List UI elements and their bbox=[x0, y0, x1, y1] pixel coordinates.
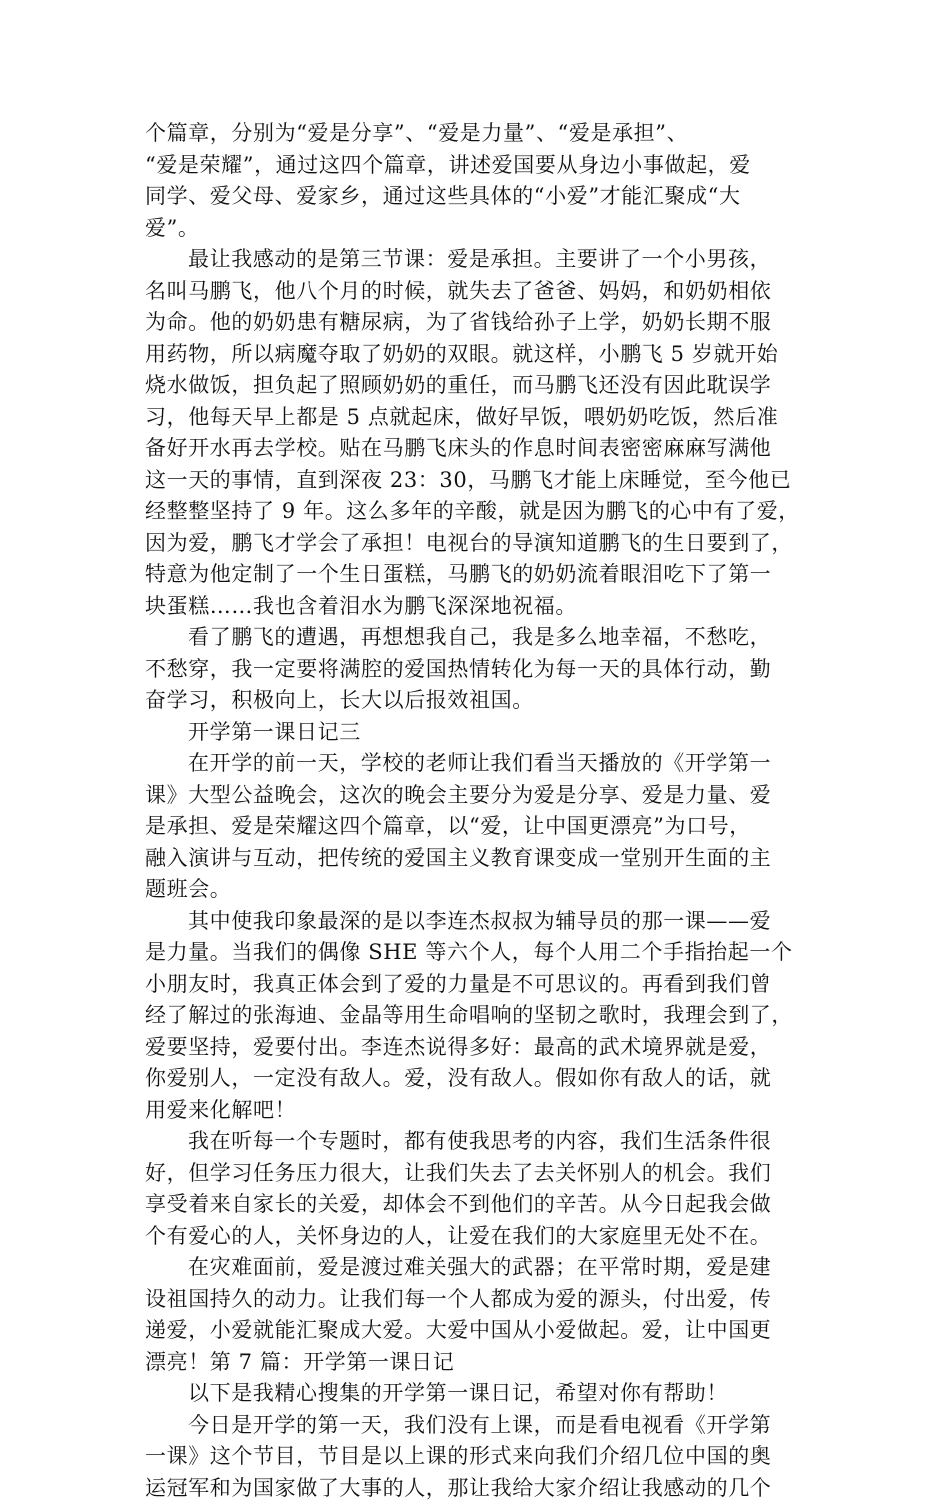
text-line: 课》大型公益晚会，这次的晚会主要分为爱是分享、爱是力量、爱 bbox=[145, 780, 813, 812]
text-line: 是力量。当我们的偶像 SHE 等六个人，每个人用二个手指抬起一个 bbox=[145, 937, 813, 969]
text-line: 我在听每一个专题时，都有使我思考的内容，我们生活条件很 bbox=[145, 1126, 813, 1158]
text-line: 特意为他定制了一个生日蛋糕，马鹏飞的奶奶流着眼泪吃下了第一 bbox=[145, 559, 813, 591]
text-line: 小朋友时，我真正体会到了爱的力量是不可思议的。再看到我们曾 bbox=[145, 969, 813, 1001]
text-line: 运冠军和为国家做了大事的人，那让我给大家介绍让我感动的几个 bbox=[145, 1473, 813, 1504]
text-line: 烧水做饭，担负起了照顾奶奶的重任，而马鹏飞还没有因此耽误学 bbox=[145, 370, 813, 402]
text-line: 今日是开学的第一天，我们没有上课，而是看电视看《开学第 bbox=[145, 1410, 813, 1442]
text-line: “爱是荣耀”，通过这四个篇章，讲述爱国要从身边小事做起，爱 bbox=[145, 150, 813, 182]
text-line: 块蛋糕……我也含着泪水为鹏飞深深地祝福。 bbox=[145, 591, 813, 623]
text-line: 漂亮！第 7 篇：开学第一课日记 bbox=[145, 1347, 813, 1379]
text-line: 开学第一课日记三 bbox=[145, 717, 813, 749]
text-line: 递爱，小爱就能汇聚成大爱。大爱中国从小爱做起。爱，让中国更 bbox=[145, 1315, 813, 1347]
text-line: 习，他每天早上都是 5 点就起床，做好早饭，喂奶奶吃饭，然后准 bbox=[145, 402, 813, 434]
text-line: 个有爱心的人，关怀身边的人，让爱在我们的大家庭里无处不在。 bbox=[145, 1221, 813, 1253]
text-line: 同学、爱父母、爱家乡，通过这些具体的“小爱”才能汇聚成“大 bbox=[145, 181, 813, 213]
text-line: 在灾难面前，爱是渡过难关强大的武器；在平常时期，爱是建 bbox=[145, 1252, 813, 1284]
text-line: 个篇章，分别为“爱是分享”、“爱是力量”、“爱是承担”、 bbox=[145, 118, 813, 150]
text-line: 融入演讲与互动，把传统的爱国主义教育课变成一堂别开生面的主 bbox=[145, 843, 813, 875]
text-line: 奋学习，积极向上，长大以后报效祖国。 bbox=[145, 685, 813, 717]
text-line: 题班会。 bbox=[145, 874, 813, 906]
text-line: 最让我感动的是第三节课：爱是承担。主要讲了一个小男孩， bbox=[145, 244, 813, 276]
text-line: 享受着来自家长的关爱，却体会不到他们的辛苦。从今日起我会做 bbox=[145, 1189, 813, 1221]
text-line: 为命。他的奶奶患有糖尿病，为了省钱给孙子上学，奶奶长期不服 bbox=[145, 307, 813, 339]
text-line: 因为爱，鹏飞才学会了承担！电视台的导演知道鹏飞的生日要到了， bbox=[145, 528, 813, 560]
text-line: 爱要坚持，爱要付出。李连杰说得多好：最高的武术境界就是爱， bbox=[145, 1032, 813, 1064]
text-line: 你爱别人，一定没有敌人。爱，没有敌人。假如你有敌人的话，就 bbox=[145, 1063, 813, 1095]
text-line: 好，但学习任务压力很大，让我们失去了去关怀别人的机会。我们 bbox=[145, 1158, 813, 1190]
text-line: 以下是我精心搜集的开学第一课日记，希望对你有帮助！ bbox=[145, 1378, 813, 1410]
text-line: 用爱来化解吧！ bbox=[145, 1095, 813, 1127]
text-line: 其中使我印象最深的是以李连杰叔叔为辅导员的那一课——爱 bbox=[145, 906, 813, 938]
text-line: 看了鹏飞的遭遇，再想想我自己，我是多么地幸福，不愁吃， bbox=[145, 622, 813, 654]
text-line: 经了解过的张海迪、金晶等用生命唱响的坚韧之歌时，我理会到了， bbox=[145, 1000, 813, 1032]
text-line: 备好开水再去学校。贴在马鹏飞床头的作息时间表密密麻麻写满他 bbox=[145, 433, 813, 465]
text-line: 名叫马鹏飞，他八个月的时候，就失去了爸爸、妈妈，和奶奶相依 bbox=[145, 276, 813, 308]
text-line: 不愁穿，我一定要将满腔的爱国热情转化为每一天的具体行动，勤 bbox=[145, 654, 813, 686]
text-line: 是承担、爱是荣耀这四个篇章，以“爱，让中国更漂亮”为口号， bbox=[145, 811, 813, 843]
text-line: 经整整坚持了 9 年。这么多年的辛酸，就是因为鹏飞的心中有了爱， bbox=[145, 496, 813, 528]
text-line: 这一天的事情，直到深夜 23：30，马鹏飞才能上床睡觉，至今他已 bbox=[145, 465, 813, 497]
text-line: 爱”。 bbox=[145, 213, 813, 245]
text-line: 在开学的前一天，学校的老师让我们看当天播放的《开学第一 bbox=[145, 748, 813, 780]
text-line: 一课》这个节目，节目是以上课的形式来向我们介绍几位中国的奥 bbox=[145, 1441, 813, 1473]
document-body bbox=[145, 118, 813, 1504]
text-line: 用药物，所以病魔夺取了奶奶的双眼。就这样，小鹏飞 5 岁就开始 bbox=[145, 339, 813, 371]
text-line: 设祖国持久的动力。让我们每一个人都成为爱的源头，付出爱，传 bbox=[145, 1284, 813, 1316]
